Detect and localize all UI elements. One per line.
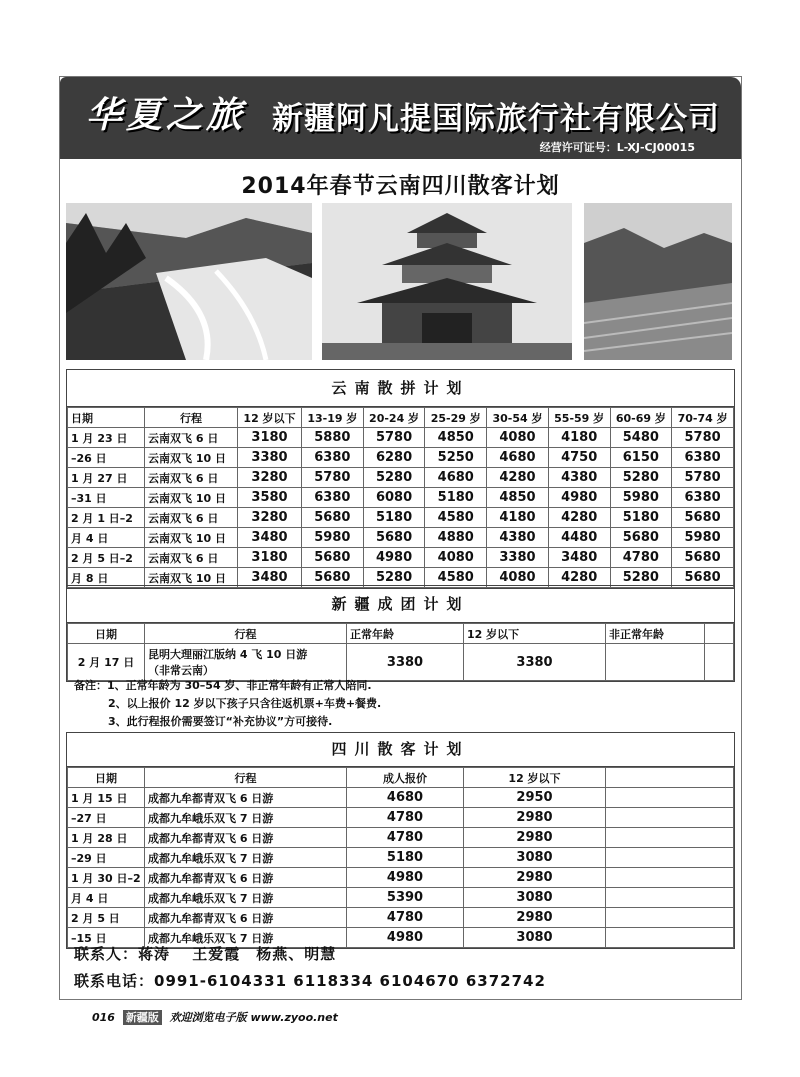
col-date: 日期 — [68, 624, 145, 644]
table-row — [68, 508, 734, 528]
trip-cell: 成都九牟峨乐双飞 7 日游 — [145, 928, 347, 948]
price-cell: 4850 — [487, 488, 549, 508]
notes — [74, 677, 381, 731]
note-line: 2、以上报价 12 岁以下孩子只含往返机票+车费+餐费. — [108, 697, 382, 710]
col-trip: 行程 — [145, 624, 347, 644]
price-cell: 3180 — [238, 548, 302, 568]
table-row — [68, 808, 734, 828]
trip-cell: 云南双飞 6 日 — [145, 548, 238, 568]
sichuan-section — [66, 732, 735, 949]
price-cell: 5480 — [610, 428, 672, 448]
price-cell: 4280 — [548, 508, 610, 528]
price-cell: 6280 — [363, 448, 425, 468]
blank-cell — [606, 868, 734, 888]
sichuan-header-row — [68, 768, 734, 788]
col-age: 12 岁以下 — [238, 408, 302, 428]
price-cell: 5980 — [302, 528, 364, 548]
price-cell: 5180 — [610, 508, 672, 528]
price-cell: 4280 — [487, 468, 549, 488]
price-cell: 5780 — [672, 428, 734, 448]
note-line: 3、此行程报价需要签订“补充协议”方可接待. — [108, 715, 333, 728]
col-age: 20-24 岁 — [363, 408, 425, 428]
mountain-photo — [584, 203, 732, 360]
trip-cell: 云南双飞 10 日 — [145, 568, 238, 588]
price-cell: 5880 — [302, 428, 364, 448]
price-cell: 5280 — [610, 468, 672, 488]
date-cell: 2 月 1 日–2 — [68, 508, 145, 528]
price-cell: 5680 — [672, 568, 734, 588]
waterfall-photo — [66, 203, 312, 360]
date-cell: 月 4 日 — [68, 888, 145, 908]
price-cell: 4850 — [425, 428, 487, 448]
col-age: 60-69 岁 — [610, 408, 672, 428]
xinjiang-section — [66, 585, 735, 682]
child-price: 3380 — [464, 644, 606, 681]
date-cell: –31 日 — [68, 488, 145, 508]
price-cell: 5680 — [302, 548, 364, 568]
adult-price: 5390 — [347, 888, 464, 908]
page-title: 2014年春节云南四川散客计划 — [241, 174, 560, 199]
contact-people: 联系人：蒋涛 王爱霞 杨燕、明慧 — [74, 945, 337, 963]
price-cell: 4750 — [548, 448, 610, 468]
price-cell: 5280 — [610, 568, 672, 588]
trip-cell: 成都九牟都青双飞 6 日游 — [145, 868, 347, 888]
yunnan-header-row — [68, 408, 734, 428]
col-child: 12 岁以下 — [464, 624, 606, 644]
header-banner — [60, 77, 741, 159]
date-cell: –29 日 — [68, 848, 145, 868]
table-row — [68, 788, 734, 808]
xinjiang-header-row — [68, 624, 734, 644]
price-cell: 6150 — [610, 448, 672, 468]
price-cell: 3480 — [548, 548, 610, 568]
price-cell: 4180 — [548, 428, 610, 448]
table-row — [68, 468, 734, 488]
trip-cell: 云南双飞 6 日 — [145, 468, 238, 488]
price-cell: 6380 — [302, 488, 364, 508]
price-cell: 5680 — [610, 528, 672, 548]
col-trip: 行程 — [145, 408, 238, 428]
price-cell: 5280 — [363, 468, 425, 488]
price-cell: 4380 — [548, 468, 610, 488]
trip-cell: 成都九牟峨乐双飞 7 日游 — [145, 848, 347, 868]
license-number: 经营许可证号：L-XJ-CJ00015 — [539, 141, 695, 154]
price-cell: 5250 — [425, 448, 487, 468]
adult-price: 4780 — [347, 808, 464, 828]
price-cell: 3280 — [238, 468, 302, 488]
table-row — [68, 828, 734, 848]
page-frame — [59, 76, 742, 1000]
price-cell: 3180 — [238, 428, 302, 448]
table-row — [68, 888, 734, 908]
date-cell: –27 日 — [68, 808, 145, 828]
blank-cell — [606, 828, 734, 848]
xinjiang-heading: 新疆成团计划 — [67, 586, 734, 623]
price-cell: 5980 — [610, 488, 672, 508]
page-number: 016 — [92, 1011, 115, 1024]
col-age: 70-74 岁 — [672, 408, 734, 428]
footer-text: 欢迎浏览电子版 www.zyoo.net — [169, 1011, 338, 1024]
yunnan-heading: 云南散拼计划 — [67, 370, 734, 407]
date-cell: 2 月 5 日 — [68, 908, 145, 928]
price-cell: 4080 — [487, 428, 549, 448]
date-cell: 1 月 30 日–2 — [68, 868, 145, 888]
date-cell: 月 4 日 — [68, 528, 145, 548]
col-abnormal-age: 非正常年龄 — [606, 624, 705, 644]
price-cell: 4680 — [425, 468, 487, 488]
price-cell: 4580 — [425, 508, 487, 528]
date-cell: 1 月 27 日 — [68, 468, 145, 488]
child-price: 2980 — [464, 868, 606, 888]
blank-cell — [606, 908, 734, 928]
trip-cell: 云南双飞 10 日 — [145, 448, 238, 468]
sichuan-table — [67, 767, 734, 948]
date-cell: 月 8 日 — [68, 568, 145, 588]
col-age: 55-59 岁 — [548, 408, 610, 428]
col-adult: 成人报价 — [347, 768, 464, 788]
price-cell: 4780 — [610, 548, 672, 568]
table-row — [68, 868, 734, 888]
col-date: 日期 — [68, 768, 145, 788]
brand-logo: 华夏之旅 — [86, 94, 247, 136]
yunnan-section — [66, 369, 735, 589]
table-row — [68, 528, 734, 548]
yunnan-table — [67, 407, 734, 588]
price-cell: 5980 — [672, 528, 734, 548]
adult-price: 4980 — [347, 928, 464, 948]
date-cell: 1 月 23 日 — [68, 428, 145, 448]
price-cell: 4280 — [548, 568, 610, 588]
price-cell: 5180 — [363, 508, 425, 528]
blank-cell — [606, 788, 734, 808]
child-price: 2980 — [464, 808, 606, 828]
table-row — [68, 488, 734, 508]
col-child: 12 岁以下 — [464, 768, 606, 788]
sichuan-heading: 四川散客计划 — [67, 733, 734, 767]
price-cell: 4480 — [548, 528, 610, 548]
price-cell: 6080 — [363, 488, 425, 508]
blank-cell — [705, 644, 734, 681]
pagoda-photo — [322, 203, 572, 360]
price-cell: 4680 — [487, 448, 549, 468]
contact-phone: 联系电话：0991-6104331 6118334 6104670 6372742 — [74, 972, 546, 990]
trip-cell: 云南双飞 10 日 — [145, 488, 238, 508]
price-cell: 4980 — [363, 548, 425, 568]
trip-cell: 成都九牟都青双飞 6 日游 — [145, 908, 347, 928]
price-cell: 5680 — [672, 508, 734, 528]
table-row — [68, 548, 734, 568]
price-cell: 5680 — [302, 568, 364, 588]
trip-cell: 成都九牟峨乐双飞 7 日游 — [145, 808, 347, 828]
col-date: 日期 — [68, 408, 145, 428]
child-price: 2980 — [464, 828, 606, 848]
note-line: 备注：1、正常年龄为 30–54 岁、非正常年龄有正常人陪同. — [74, 679, 372, 692]
price-cell: 4380 — [487, 528, 549, 548]
date-cell: –15 日 — [68, 928, 145, 948]
price-cell: 6380 — [672, 448, 734, 468]
price-cell: 5680 — [363, 528, 425, 548]
date-cell: 2 月 17 日 — [68, 644, 145, 681]
price-cell: 4580 — [425, 568, 487, 588]
col-trip: 行程 — [145, 768, 347, 788]
child-price: 3080 — [464, 928, 606, 948]
col-age: 25-29 岁 — [425, 408, 487, 428]
blank-cell — [606, 928, 734, 948]
price-cell: 6380 — [672, 488, 734, 508]
child-price: 2980 — [464, 908, 606, 928]
price-cell: 5780 — [672, 468, 734, 488]
price-cell: 4180 — [487, 508, 549, 528]
edition-label: 新疆版 — [123, 1010, 162, 1025]
table-row — [68, 848, 734, 868]
trip-cell: 成都九牟都青双飞 6 日游 — [145, 828, 347, 848]
col-blank — [705, 624, 734, 644]
blank-cell — [606, 808, 734, 828]
child-price: 3080 — [464, 848, 606, 868]
price-cell: 6380 — [302, 448, 364, 468]
price-cell: 4080 — [425, 548, 487, 568]
xinjiang-table — [67, 623, 734, 681]
date-cell: –26 日 — [68, 448, 145, 468]
adult-price: 5180 — [347, 848, 464, 868]
company-name: 新疆阿凡提国际旅行社有限公司 — [272, 101, 720, 137]
price-cell: 4080 — [487, 568, 549, 588]
footer — [92, 1009, 338, 1025]
price-cell: 4980 — [548, 488, 610, 508]
table-row — [68, 644, 734, 681]
table-row — [68, 428, 734, 448]
trip-cell: 云南双飞 6 日 — [145, 428, 238, 448]
trip-line: （非常云南） — [148, 664, 214, 677]
col-normal-age: 正常年龄 — [347, 624, 464, 644]
blank-cell — [606, 888, 734, 908]
adult-price: 4680 — [347, 788, 464, 808]
blank-cell — [606, 848, 734, 868]
adult-price: 4980 — [347, 868, 464, 888]
abnormal-price — [606, 644, 705, 681]
adult-price: 4780 — [347, 828, 464, 848]
date-cell: 1 月 28 日 — [68, 828, 145, 848]
price-cell: 5280 — [363, 568, 425, 588]
price-cell: 3480 — [238, 528, 302, 548]
trip-cell: 云南双飞 10 日 — [145, 528, 238, 548]
price-cell: 5680 — [302, 508, 364, 528]
price-cell: 4880 — [425, 528, 487, 548]
price-cell: 3380 — [487, 548, 549, 568]
price-cell: 5680 — [672, 548, 734, 568]
col-age: 13-19 岁 — [302, 408, 364, 428]
child-price: 3080 — [464, 888, 606, 908]
table-row — [68, 908, 734, 928]
price-cell: 5780 — [363, 428, 425, 448]
date-cell: 1 月 15 日 — [68, 788, 145, 808]
normal-price: 3380 — [347, 644, 464, 681]
price-cell: 3380 — [238, 448, 302, 468]
adult-price: 4780 — [347, 908, 464, 928]
price-cell: 5780 — [302, 468, 364, 488]
trip-cell — [145, 644, 347, 681]
price-cell: 5180 — [425, 488, 487, 508]
col-blank — [606, 768, 734, 788]
trip-cell: 成都九牟都青双飞 6 日游 — [145, 788, 347, 808]
price-cell: 3580 — [238, 488, 302, 508]
trip-line: 昆明大理丽江版纳 4 飞 10 日游 — [148, 648, 308, 661]
trip-cell: 云南双飞 6 日 — [145, 508, 238, 528]
col-age: 30-54 岁 — [487, 408, 549, 428]
date-cell: 2 月 5 日–2 — [68, 548, 145, 568]
child-price: 2950 — [464, 788, 606, 808]
table-row — [68, 448, 734, 468]
price-cell: 3280 — [238, 508, 302, 528]
price-cell: 3480 — [238, 568, 302, 588]
trip-cell: 成都九牟峨乐双飞 7 日游 — [145, 888, 347, 908]
